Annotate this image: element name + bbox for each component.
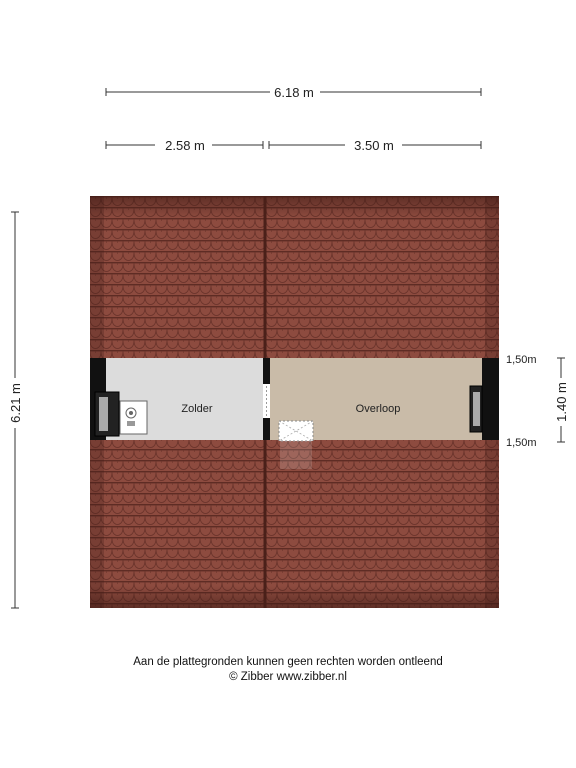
right-width-label: 3.50 m	[354, 138, 394, 153]
footer-copyright: © Zibber www.zibber.nl	[229, 671, 347, 683]
dimension-right-width	[269, 138, 481, 153]
room-label-zolder: Zolder	[181, 403, 213, 415]
roof-height-top-label: 1,50m	[506, 354, 537, 366]
window-right-glass	[473, 392, 480, 426]
boiler-icon	[120, 401, 147, 434]
dimension-total-height	[8, 212, 23, 608]
roof-height-bottom-label: 1,50m	[506, 437, 537, 449]
window-left-glass	[99, 397, 108, 431]
left-width-label: 2.58 m	[165, 138, 205, 153]
dimension-right-height	[554, 358, 569, 442]
total-height-label: 6.21 m	[8, 383, 23, 423]
room-label-overloop: Overloop	[355, 403, 401, 415]
footer-disclaimer: Aan de plattegronden kunnen geen rechten worden ontleend	[133, 656, 443, 668]
total-width-label: 6.18 m	[274, 85, 314, 100]
dimension-left-width	[106, 138, 263, 153]
roof-top	[90, 196, 499, 358]
dimension-total-width	[106, 85, 481, 100]
stair-hatch-icon	[279, 421, 313, 469]
right-height-label: 1.40 m	[554, 382, 569, 422]
